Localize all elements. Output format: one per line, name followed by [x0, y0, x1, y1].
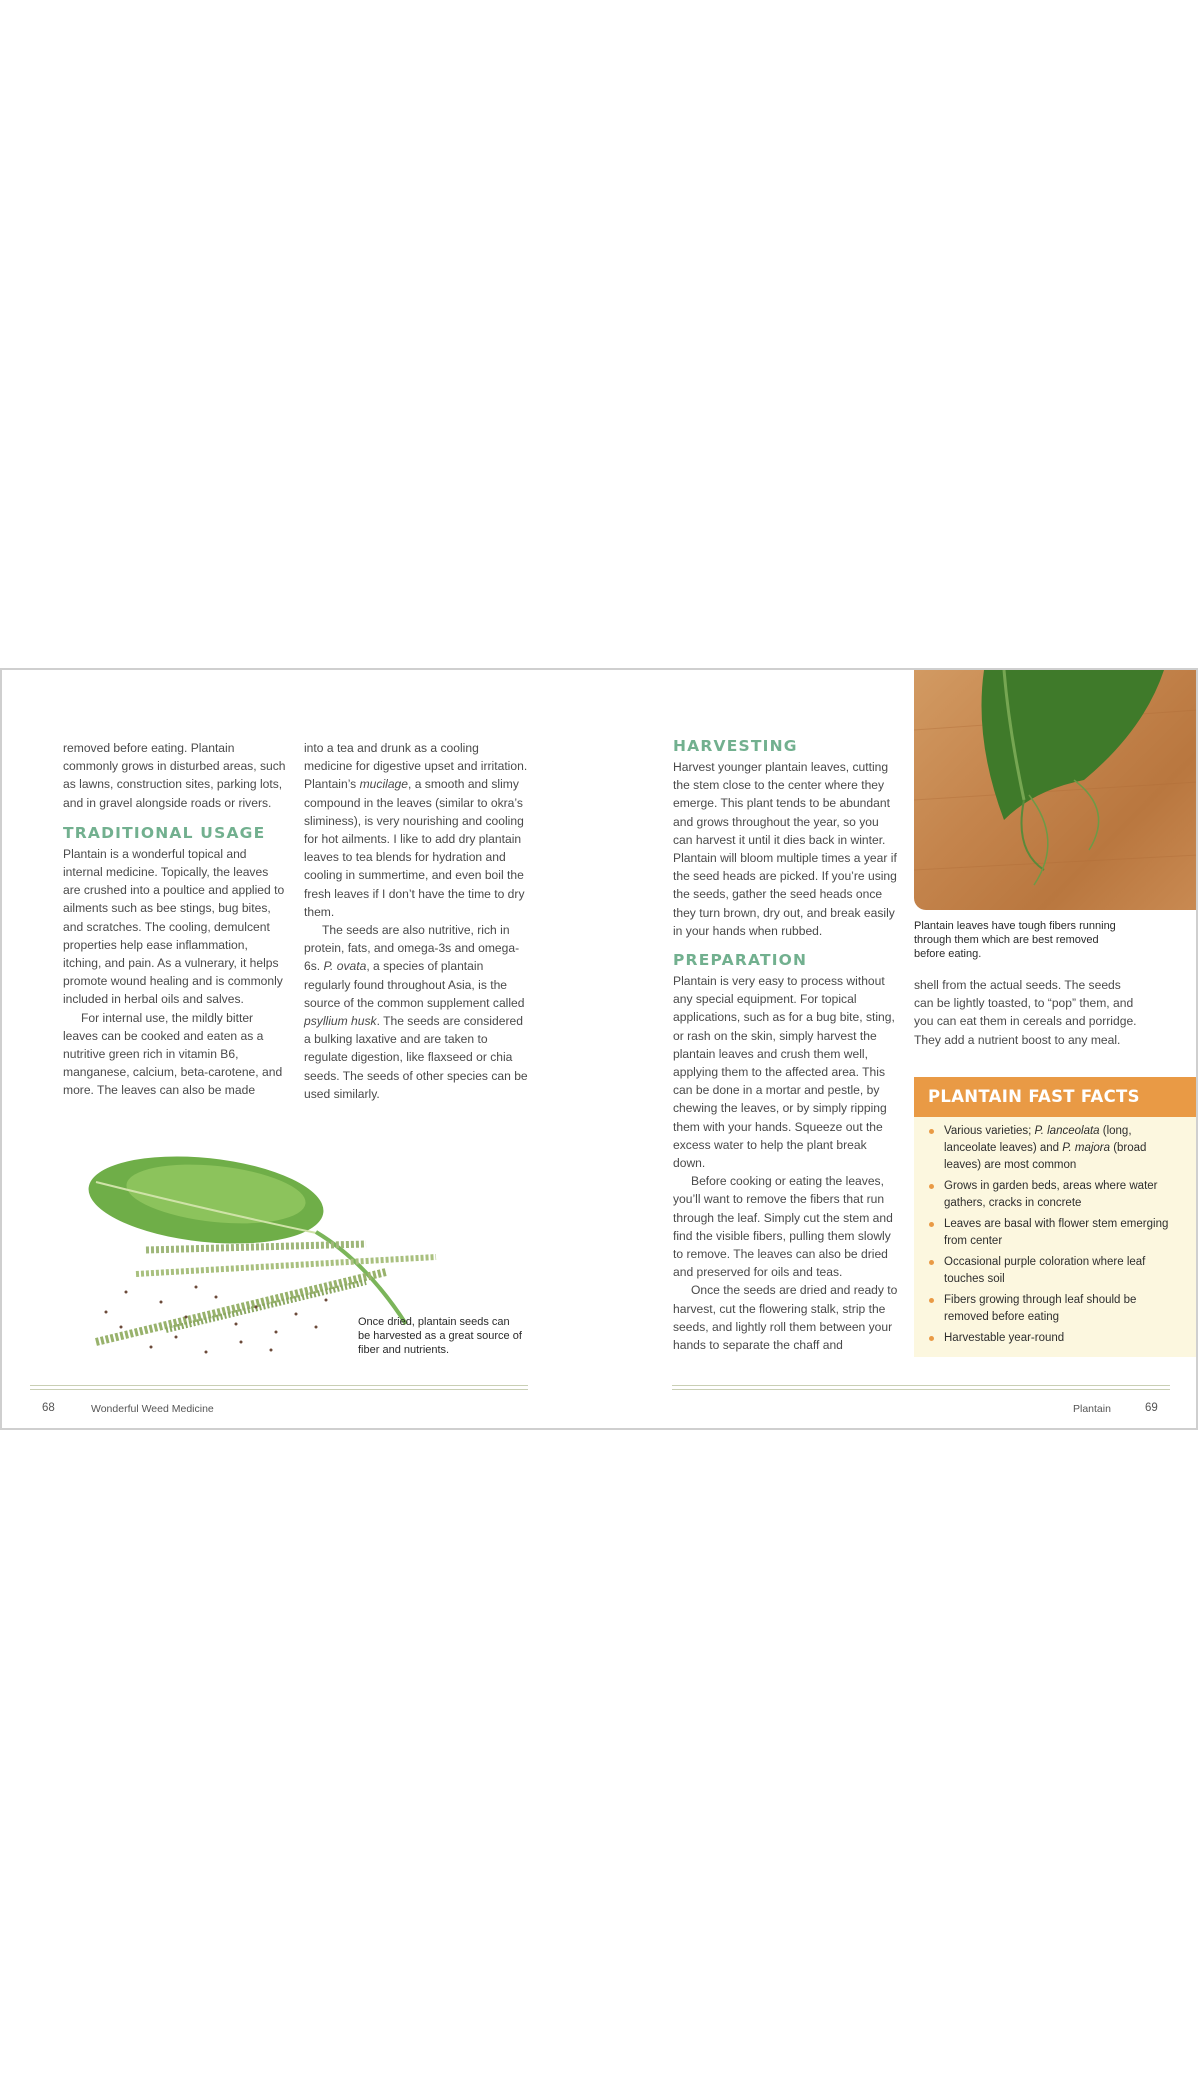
seeds-shell-paragraph: shell from the actual seeds. The seeds can be lightly toasted, to “pop” them, and you can eat them in cereals and porridge. They add a nutrient boost to any meal.	[914, 978, 1137, 1047]
traditional-usage-heading: TRADITIONAL USAGE	[63, 823, 266, 842]
preparation-paragraph-3: Once the seeds are dried and ready to harvest, cut the flowering stalk, strip the seeds, and lightly roll them between your hands to separate the chaff and	[673, 1283, 898, 1353]
seed-caption: Once dried, plantain seeds can be harvested as a great source of fiber and nutrients.	[358, 1316, 522, 1356]
fast-facts-title: PLANTAIN FAST FACTS	[914, 1077, 1198, 1117]
fast-fact-item: Harvestable year-round	[928, 1330, 1184, 1347]
left-footer-rule	[30, 1385, 528, 1386]
right-footer-rule-2	[672, 1389, 1170, 1390]
fast-fact-item: Occasional purple coloration where leaf touches soil	[928, 1254, 1184, 1288]
leaf-graphic	[914, 670, 1198, 910]
right-column-1	[673, 736, 899, 1354]
right-running-title: Plantain	[1073, 1403, 1111, 1415]
harvesting-paragraph: Harvest younger plantain leaves, cutting the stem close to the center where they emerge. This plant tends to be abundant and grows throughout the year, so you can harvest it until it dies back in winter. Plantain will bloom multiple times a year if the seed heads are picked. If you’re using the seeds, gather the seed heads once they turn brown, dry out, and break easily in your hands when rubbed.	[673, 760, 897, 938]
fast-fact-item: Grows in garden beds, areas where water gathers, cracks in concrete	[928, 1178, 1184, 1212]
traditional-paragraph-1: Plantain is a wonderful topical and internal medicine. Topically, the leaves are crushed into a poultice and applied to ailments such as bee stings, bug bites, and scratches. The cooling, demulcent properties help ease inflammation, itching, and pain. As a vulnerary, it helps promote wound healing and is commonly included in herbal oils and salves.	[63, 846, 285, 1007]
right-page-number: 69	[1145, 1402, 1158, 1414]
left-footer-rule-2	[30, 1389, 528, 1390]
left-column-1	[63, 739, 288, 1100]
fast-fact-item: Fibers growing through leaf should be removed before eating	[928, 1292, 1184, 1326]
preparation-heading: PREPARATION	[673, 951, 808, 970]
seeds-paragraph: The seeds are also nutritive, rich in protein, fats, and omega-3s and omega-6s. P. ovata, a species of plantain regularly found throughout Asia, is the source of the common supplement called psyllium husk. The seeds are considered a bulking laxative and are taken to regulate digestion, like flaxseed or chia seeds. The seeds of other species can be used similarly.	[304, 923, 528, 1101]
plantain-leaf-photo	[914, 670, 1198, 910]
leaf-caption: Plantain leaves have tough fibers running through them which are best removed before eating.	[914, 920, 1116, 960]
right-column-2	[914, 976, 1140, 1049]
left-column-2	[304, 739, 530, 1103]
intro-paragraph: removed before eating. Plantain commonly grows in disturbed areas, such as lawns, construction sites, parking lots, and in gravel alongside roads or rivers.	[63, 741, 286, 810]
book-spread	[0, 668, 1198, 1430]
fast-facts-list	[928, 1123, 1184, 1351]
preparation-paragraph-2: Before cooking or eating the leaves, you’ll want to remove the fibers that run through the leaf. Simply cut the stem and find the visible fibers, pulling them slowly to remove. The leaves can also be dried and preserved for oils and teas.	[673, 1174, 893, 1280]
fast-fact-item: Leaves are basal with flower stem emerging from center	[928, 1216, 1184, 1250]
left-page-number: 68	[42, 1402, 55, 1414]
mucilage-paragraph: into a tea and drunk as a cooling medicine for digestive upset and irritation. Plantain’s mucilage, a smooth and slimy compound in the leaves (similar to okra’s sliminess), is very nourishing and cooling for hot ailments. I like to add dry plantain leaves to tea blends for hydration and cooling in summertime, and even boil the fresh leaves if I don’t have the time to dry them.	[304, 741, 528, 919]
right-footer-rule	[672, 1385, 1170, 1386]
fast-fact-item: Various varieties; P. lanceolata (long, lanceolate leaves) and P. majora (broad leaves) are most common	[928, 1123, 1184, 1174]
left-running-title: Wonderful Weed Medicine	[91, 1403, 214, 1415]
preparation-paragraph-1: Plantain is very easy to process without any special equipment. For topical applications, such as for a bug bite, sting, or rash on the skin, simply harvest the plantain leaves and crush them well, applying them to the affected area. This can be done in a mortar and pestle, by chewing the leaves, or by simply ripping them with your hands. Squeeze out the excess water to help the plant break down.	[673, 974, 895, 1171]
harvesting-heading: HARVESTING	[673, 737, 798, 755]
traditional-paragraph-2: For internal use, the mildly bitter leaves can be cooked and eaten as a nutritive green rich in vitamin B6, manganese, calcium, beta-carotene, and more. The leaves can also be made	[63, 1010, 283, 1098]
fast-facts-box	[914, 1077, 1198, 1357]
